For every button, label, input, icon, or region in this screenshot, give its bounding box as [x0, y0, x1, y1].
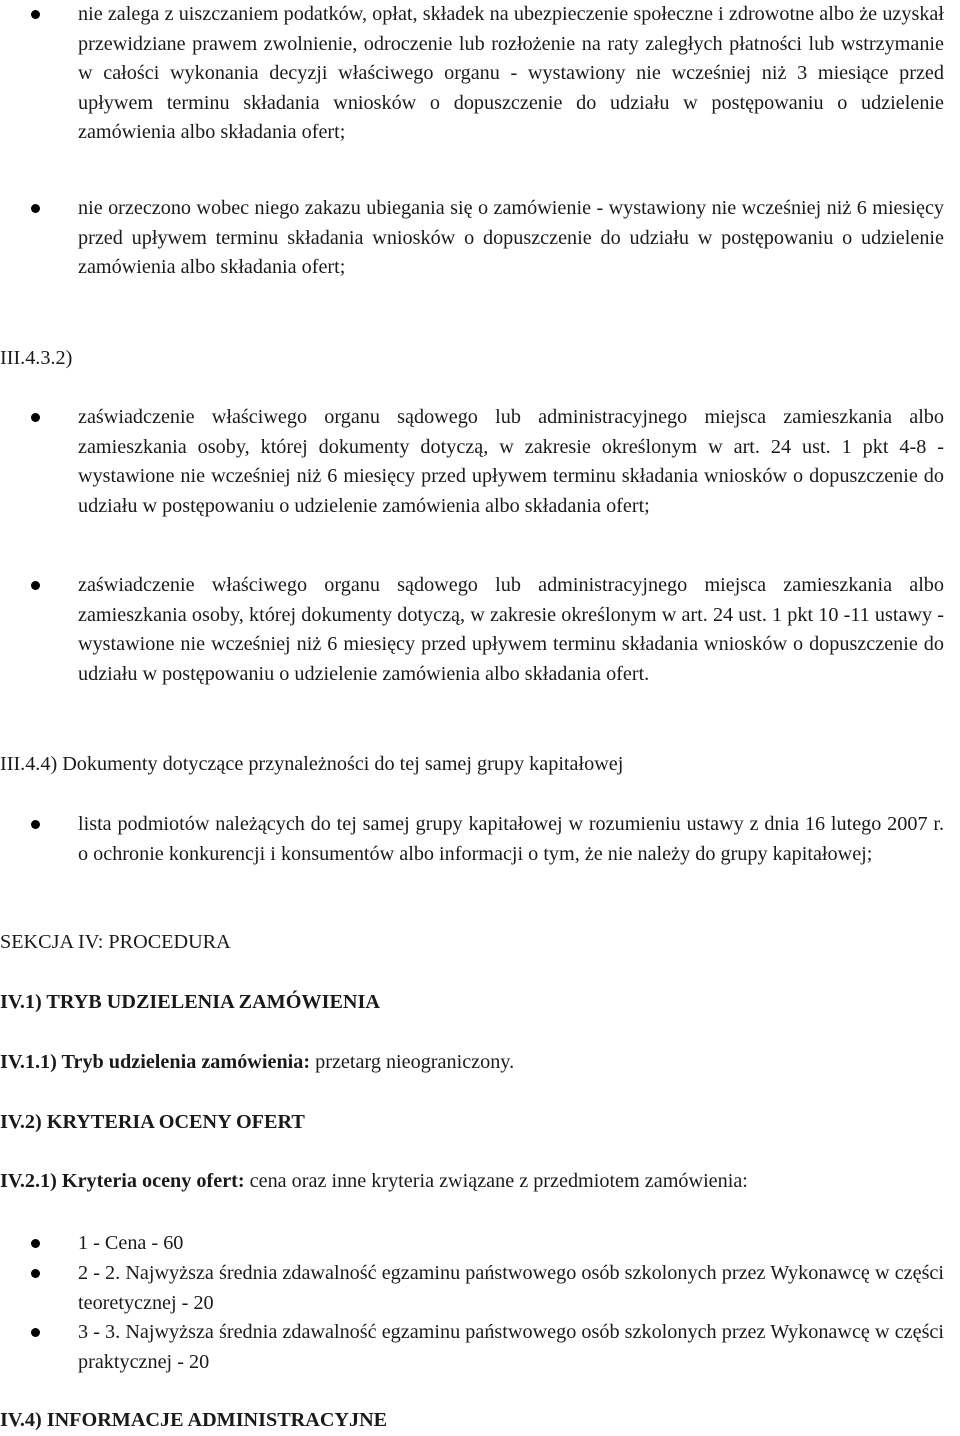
section-heading: III.4.4) Dokumenty dotyczące przynależności do tej samej grupy kapitałowej — [0, 753, 624, 775]
section-title: SEKCJA IV: PROCEDURA — [0, 931, 231, 953]
list-item: nie zalega z uiszczaniem podatków, opłat, składek na ubezpieczenie społeczne i zdrowotne albo że uzyskał przewidziane prawem zwolnienie, odroczenie lub rozłożenie na raty zaległych płatności lub wstrzymanie w całości wykonania decyzji właściwego organu - wystawiony nie wcześniej niż 3 miesiące przed upływem terminu składania wniosków o dopuszczenie do udziału w postępowaniu o udzielenie zamówienia albo składania ofert; — [78, 0, 944, 148]
criteria-label: IV.2.1) Kryteria oceny ofert: — [0, 1170, 245, 1192]
section-heading: IV.1) TRYB UDZIELENIA ZAMÓWIENIA — [0, 991, 380, 1013]
list-item: zaświadczenie właściwego organu sądowego lub administracyjnego miejsca zamieszkania albo zamieszkania osoby, której dokumenty dotyczą, w zakresie określonym w art. 24 ust. 1 pkt 4-8 - wystawione nie wcześniej niż 6 miesięcy przed upływem terminu składania wniosków o dopuszczenie do udziału w postępowaniu o udzielenie zamówienia albo składania ofert; — [78, 403, 944, 521]
list-item: zaświadczenie właściwego organu sądowego lub administracyjnego miejsca zamieszkania albo zamieszkania osoby, której dokumenty dotyczą, w zakresie określonym w art. 24 ust. 1 pkt 10 -11 ustawy - wystawione nie wcześniej niż 6 miesięcy przed upływem terminu składania wniosków o dopuszczenie do udziału w postępowaniu o udzielenie zamówienia albo składania ofert. — [78, 571, 944, 689]
criteria-value: cena oraz inne kryteria związane z przedmiotem zamówienia: — [244, 1170, 748, 1192]
section-heading: IV.4) INFORMACJE ADMINISTRACYJNE — [0, 1409, 388, 1431]
criterion-item: 1 - Cena - 60 — [78, 1229, 944, 1259]
criteria-line — [0, 1167, 748, 1197]
list-item: nie orzeczono wobec niego zakazu ubiegania się o zamówienie - wystawiony nie wcześniej niż 6 miesięcy przed upływem terminu składania wniosków o dopuszczenie do udziału w postępowaniu o udzielenie zamówienia albo składania ofert; — [78, 194, 944, 283]
list-item: lista podmiotów należących do tej samej grupy kapitałowej w rozumieniu ustawy z dnia 16 lutego 2007 r. o ochronie konkurencji i konsumentów albo informacji o tym, że nie należy do grupy kapitałowej; — [78, 810, 944, 869]
procedure-type-label: IV.1.1) Tryb udzielenia zamówienia: — [0, 1051, 311, 1073]
section-label: III.4.3.2) — [0, 347, 73, 369]
criterion-item: 2 - 2. Najwyższa średnia zdawalność egzaminu państwowego osób szkolonych przez Wykonawcę w części teoretycznej - 20 — [78, 1259, 944, 1318]
procedure-type-value: przetarg nieograniczony. — [310, 1051, 515, 1073]
section-heading: IV.2) KRYTERIA OCENY OFERT — [0, 1111, 305, 1133]
criterion-item: 3 - 3. Najwyższa średnia zdawalność egzaminu państwowego osób szkolonych przez Wykonawcę w części praktycznej - 20 — [78, 1318, 944, 1377]
procedure-type-line — [0, 1048, 514, 1078]
